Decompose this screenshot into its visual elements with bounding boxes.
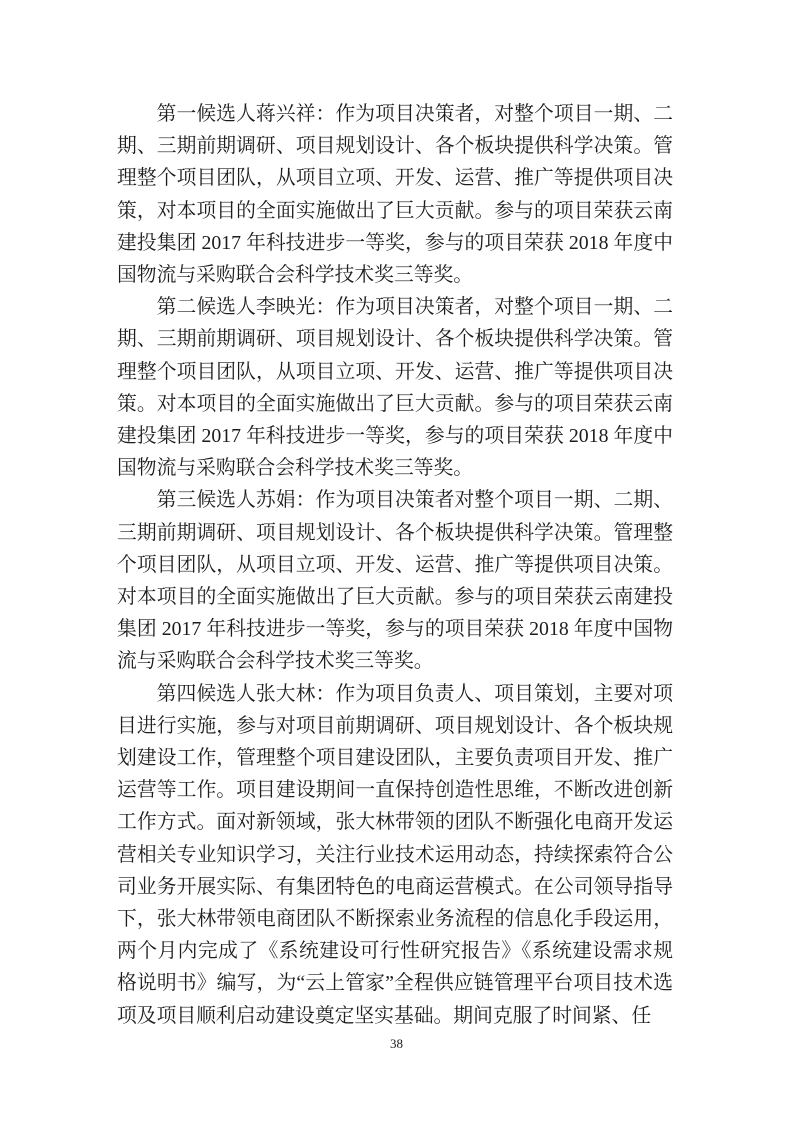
paragraph: 第一候选人蒋兴祥：作为项目决策者，对整个项目一期、二期、三期前期调研、项目规划设计、各个板块提供科学决策。管理整个项目团队，从项目立项、开发、运营、推广等提供项目决策，对本项目的全面实施做出了巨大贡献。参与的项目荣获云南建投集团 2017 年科技进步一等奖，参与的项目荣获 2018 年度中国物流与采购联合会科学技术奖三等奖。 [117, 103, 673, 287]
page-number: 38 [390, 1036, 403, 1051]
paragraph: 第二候选人李映光：作为项目决策者，对整个项目一期、二期、三期前期调研、项目规划设计、各个板块提供科学决策。管理整个项目团队，从项目立项、开发、运营、推广等提供项目决策。对本项目的全面实施做出了巨大贡献。参与的项目荣获云南建投集团 2017 年科技进步一等奖，参与的项目荣获 2018 年度中国物流与采购联合会科学技术奖三等奖。 [117, 296, 673, 480]
document-text-block [117, 98, 673, 1032]
paragraph: 第三候选人苏娟：作为项目决策者对整个项目一期、二期、三期前期调研、项目规划设计、各个板块提供科学决策。管理整个项目团队，从项目立项、开发、运营、推广等提供项目决策。对本项目的全面实施做出了巨大贡献。参与的项目荣获云南建投集团 2017 年科技进步一等奖，参与的项目荣获 2018 年度中国物流与采购联合会科学技术奖三等奖。 [117, 489, 673, 673]
page-footer [0, 1036, 793, 1052]
paragraph: 第四候选人张大林：作为项目负责人、项目策划，主要对项目进行实施，参与对项目前期调研、项目规划设计、各个板块规划建设工作，管理整个项目建设团队，主要负责项目开发、推广运营等工作。项目建设期间一直保持创造性思维，不断改进创新工作方式。面对新领域，张大林带领的团队不断强化电商开发运营相关专业知识学习，关注行业技术运用动态，持续探索符合公司业务开展实际、有集团特色的电商运营模式。在公司领导指导下，张大林带领电商团队不断探索业务流程的信息化手段运用，两个月内完成了《系统建设可行性研究报告》《系统建设需求规格说明书》编写，为“云上管家”全程供应链管理平台项目技术选项及项目顺利启动建设奠定坚实基础。期间克服了时间紧、任 [117, 682, 673, 1027]
